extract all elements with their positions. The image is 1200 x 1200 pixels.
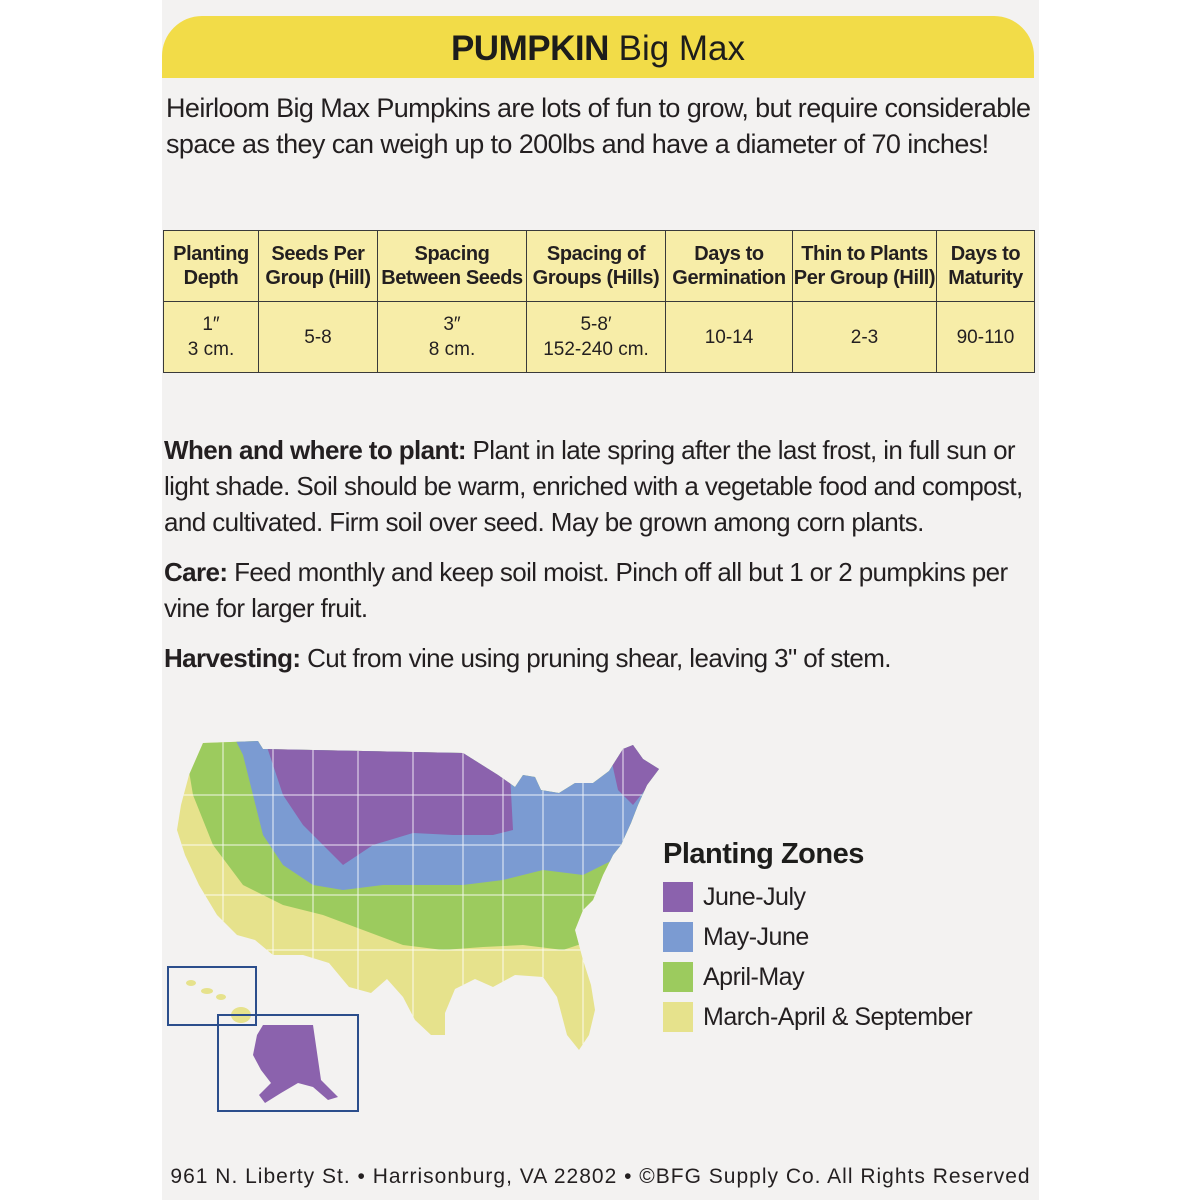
value-thin-to-plants: 2-3 [793, 302, 937, 373]
value-planting-depth: 1″ 3 cm. [164, 302, 259, 373]
legend-title: Planting Zones [663, 838, 864, 870]
plant-variety: Big Max [618, 29, 746, 68]
value-days-to-germination: 10-14 [666, 302, 793, 373]
intro-text: Heirloom Big Max Pumpkins are lots of fun to grow, but require considerable space as they can weigh up to 200lbs and have a diameter of 70 inches! [166, 93, 1031, 159]
header-planting-depth: Planting Depth [164, 231, 259, 302]
header-seeds-per-group: Seeds Per Group (Hill) [259, 231, 378, 302]
value-days-to-maturity: 90-110 [937, 302, 1035, 373]
legend-item-april-may [663, 957, 972, 997]
legend-swatch [663, 1002, 693, 1032]
footer-address: 961 N. Liberty St. • Harrisonburg, VA 22802 • ©BFG Supply Co. All Rights Reserved [170, 1165, 1031, 1188]
care-text: Feed monthly and keep soil moist. Pinch off all but 1 or 2 pumpkins per vine for larger fruit. [164, 557, 1008, 623]
legend-swatch [663, 882, 693, 912]
when-where-text: Plant in late spring after the last frost, in full sun or light shade. Soil should be warm, enriched with a vegetable food and compost, and cultivated. Firm soil over seed. May be grown among corn plants. [164, 435, 1023, 537]
page-title [162, 16, 1034, 78]
harvesting-label: Harvesting: [164, 643, 301, 673]
header-spacing-between-seeds: Spacing Between Seeds [378, 231, 527, 302]
legend-swatch [663, 962, 693, 992]
harvesting-paragraph [164, 640, 1034, 676]
planting-zones-map [163, 735, 683, 1115]
when-where-label: When and where to plant: [164, 435, 466, 465]
specs-value-row [164, 302, 1035, 373]
legend-label: March-April & September [703, 1002, 973, 1031]
care-label: Care: [164, 557, 228, 587]
header-days-to-germination: Days to Germination [666, 231, 793, 302]
planting-specs-table [163, 230, 1035, 373]
legend-swatch [663, 922, 693, 952]
header-spacing-of-groups: Spacing of Groups (Hills) [527, 231, 666, 302]
legend-label: April-May [703, 962, 805, 991]
plant-name: PUMPKIN [450, 29, 609, 68]
legend-item-may-june [663, 917, 972, 957]
legend-item-june-july [663, 877, 972, 917]
value-seeds-per-group: 5-8 [259, 302, 378, 373]
care-paragraph [164, 554, 1034, 626]
value-spacing-of-groups: 5-8′ 152-240 cm. [527, 302, 666, 373]
legend-item-march-april-september [663, 997, 972, 1037]
value-spacing-between-seeds: 3″ 8 cm. [378, 302, 527, 373]
harvesting-text: Cut from vine using pruning shear, leaving 3" of stem. [300, 643, 891, 673]
when-where-paragraph [164, 432, 1034, 540]
header-thin-to-plants: Thin to Plants Per Group (Hill) [793, 231, 937, 302]
legend-label: May-June [703, 922, 809, 951]
alaska-zone [253, 1025, 338, 1103]
header-days-to-maturity: Days to Maturity [937, 231, 1035, 302]
specs-header-row [164, 231, 1035, 302]
legend-label: June-July [703, 882, 806, 911]
planting-zones-legend [663, 838, 972, 1037]
